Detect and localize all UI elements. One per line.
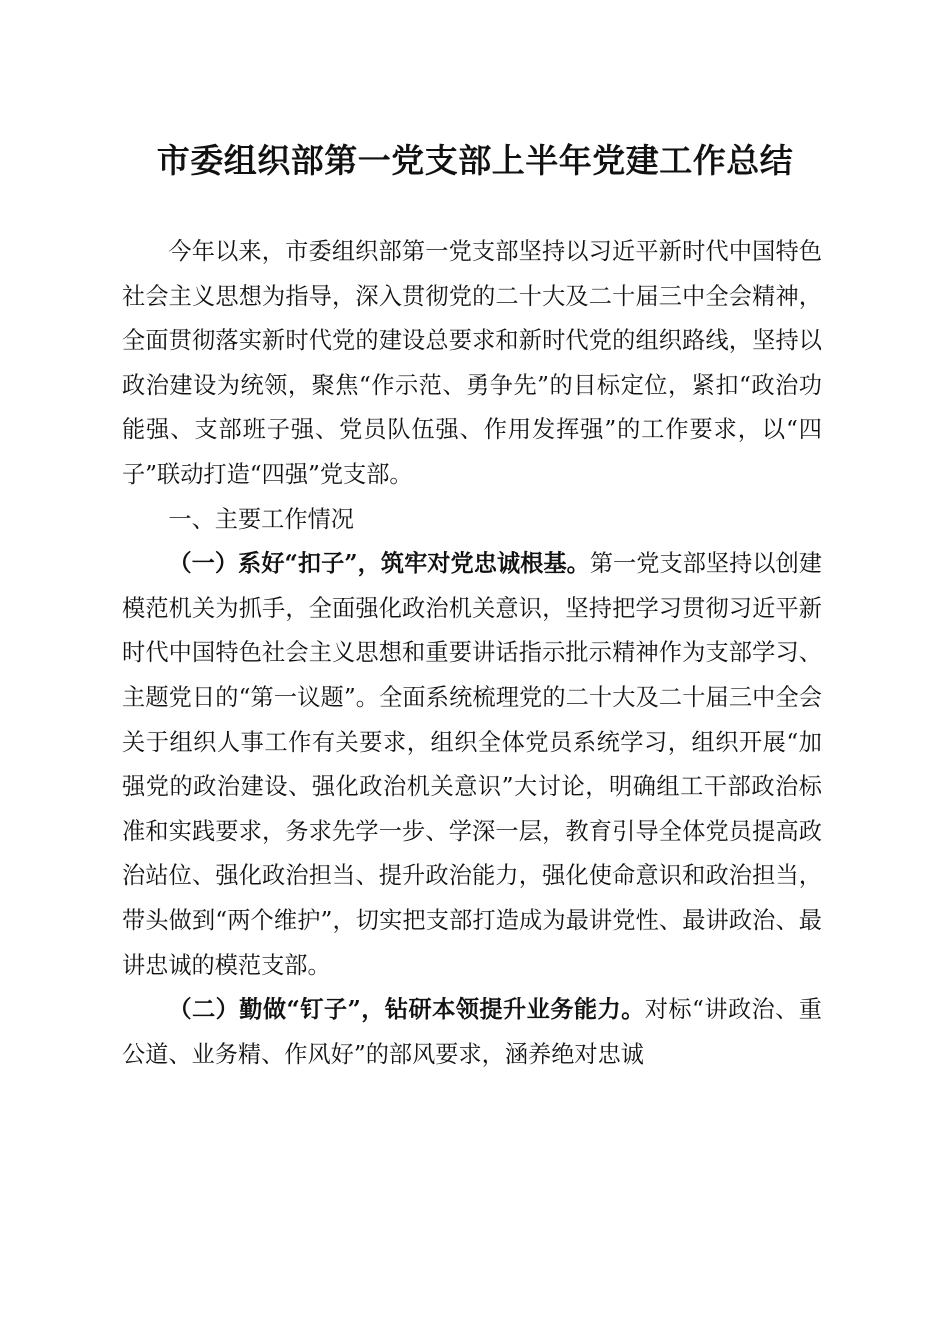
subsection-heading-2: （二）勤做“钉子”，钻研本领提升业务能力。: [168, 996, 645, 1024]
subsection-text-2: 对标“讲政治、重公道、业务精、作风好”的部风要求，涵养绝对忠诚: [122, 996, 822, 1068]
document-title: 市委组织部第一党支部上半年党建工作总结: [156, 141, 794, 180]
subsection-paragraph-1: [122, 542, 822, 988]
intro-paragraph: 今年以来，市委组织部第一党支部坚持以习近平新时代中国特色社会主义思想为指导，深入贯彻党的二十大及二十届三中全会精神，全面贯彻落实新时代党的建设总要求和新时代党的组织路线，坚持以政治建设为统领，聚焦“作示范、勇争先”的目标定位，紧扣“政治功能强、支部班子强、党员队伍强、作用发挥强”的工作要求，以“四子”联动打造“四强”党支部。: [122, 238, 822, 488]
document-body: [122, 230, 822, 1077]
section-heading-main-work: 一、主要工作情况: [168, 505, 354, 533]
subsection-paragraph-2: [122, 988, 822, 1077]
subsection-heading-1: （一）系好“扣子”，筑牢对党忠诚根基。: [168, 550, 590, 578]
subsection-text-1: 第一党支部坚持以创建模范机关为抓手，全面强化政治机关意识，坚持把学习贯彻习近平新时代中国特色社会主义思想和重要讲话指示批示精神作为支部学习、主题党日的“第一议题”。全面系统梳理党的二十大及二十届三中全会关于组织人事工作有关要求，组织全体党员系统学习，组织开展“加强党的政治建设、强化政治机关意识”大讨论，明确组工干部政治标准和实践要求，务求先学一步、学深一层，教育引导全体党员提高政治站位、强化政治担当、提升政治能力，强化使命意识和政治担当，带头做到“两个维护”，切实把支部打造成为最讲党性、最讲政治、最讲忠诚的模范支部。: [122, 550, 822, 979]
